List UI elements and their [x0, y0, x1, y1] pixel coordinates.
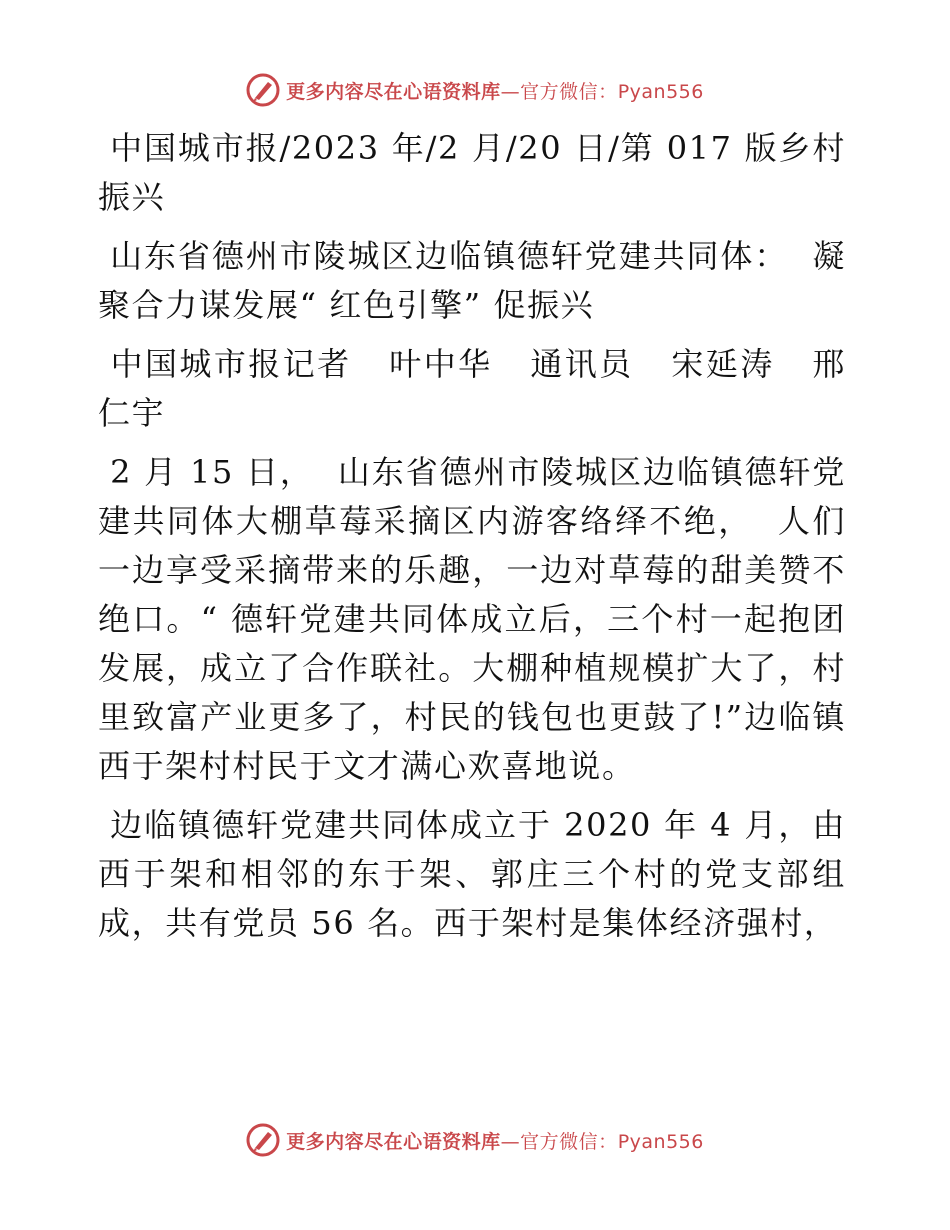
watermark-separator: — — [500, 80, 521, 103]
article-headline: 山东省德州市陵城区边临镇德轩党建共同体： 凝聚合力谋发展“ 红色引擎” 促振兴 — [98, 237, 846, 324]
watermark-text — [286, 77, 704, 104]
article-paragraph: 边临镇德轩党建共同体成立于 2020 年 4 月，由西于架和相邻的东于架、郭庄三个村的党支部组成，共有党员 56 名。西于架村是集体经济强村， — [98, 806, 846, 942]
watermark-site-name: 更多内容尽在心语资料库 — [286, 80, 501, 103]
watermark-banner-bottom — [0, 1120, 950, 1160]
watermark-wechat-label: 官方微信： — [520, 80, 618, 103]
watermark-banner-top — [0, 70, 950, 110]
article-paragraph: 2 月 15 日， 山东省德州市陵城区边临镇德轩党建共同体大棚草莓采摘区内游客络绎不绝， 人们一边享受采摘带来的乐趣，一边对草莓的甜美赞不绝口。“ 德轩党建共同体成立后，三个村一起抱团发展，成立了合作联社。大棚种植规模扩大了，村里致富产业更多了，村民的钱包也更鼓了!”边临镇西于架村村民于文才满心欢喜地说。 — [98, 453, 846, 785]
watermark-site-name: 更多内容尽在心语资料库 — [286, 1130, 501, 1153]
article-byline: 中国城市报记者 叶中华 通讯员 宋延涛 邢仁宇 — [98, 345, 846, 432]
watermark-wechat-id: Pyan556 — [617, 1130, 704, 1153]
watermark-wechat-id: Pyan556 — [617, 80, 704, 103]
watermark-wechat-label: 官方微信： — [520, 1130, 618, 1153]
watermark-text — [286, 1127, 704, 1154]
article-source: 中国城市报/2023 年/2 月/20 日/第 017 版乡村振兴 — [98, 129, 846, 216]
watermark-separator: — — [500, 1130, 521, 1153]
quill-pen-logo-icon — [246, 73, 280, 107]
quill-pen-logo-icon — [246, 1123, 280, 1157]
article-body — [98, 124, 846, 958]
